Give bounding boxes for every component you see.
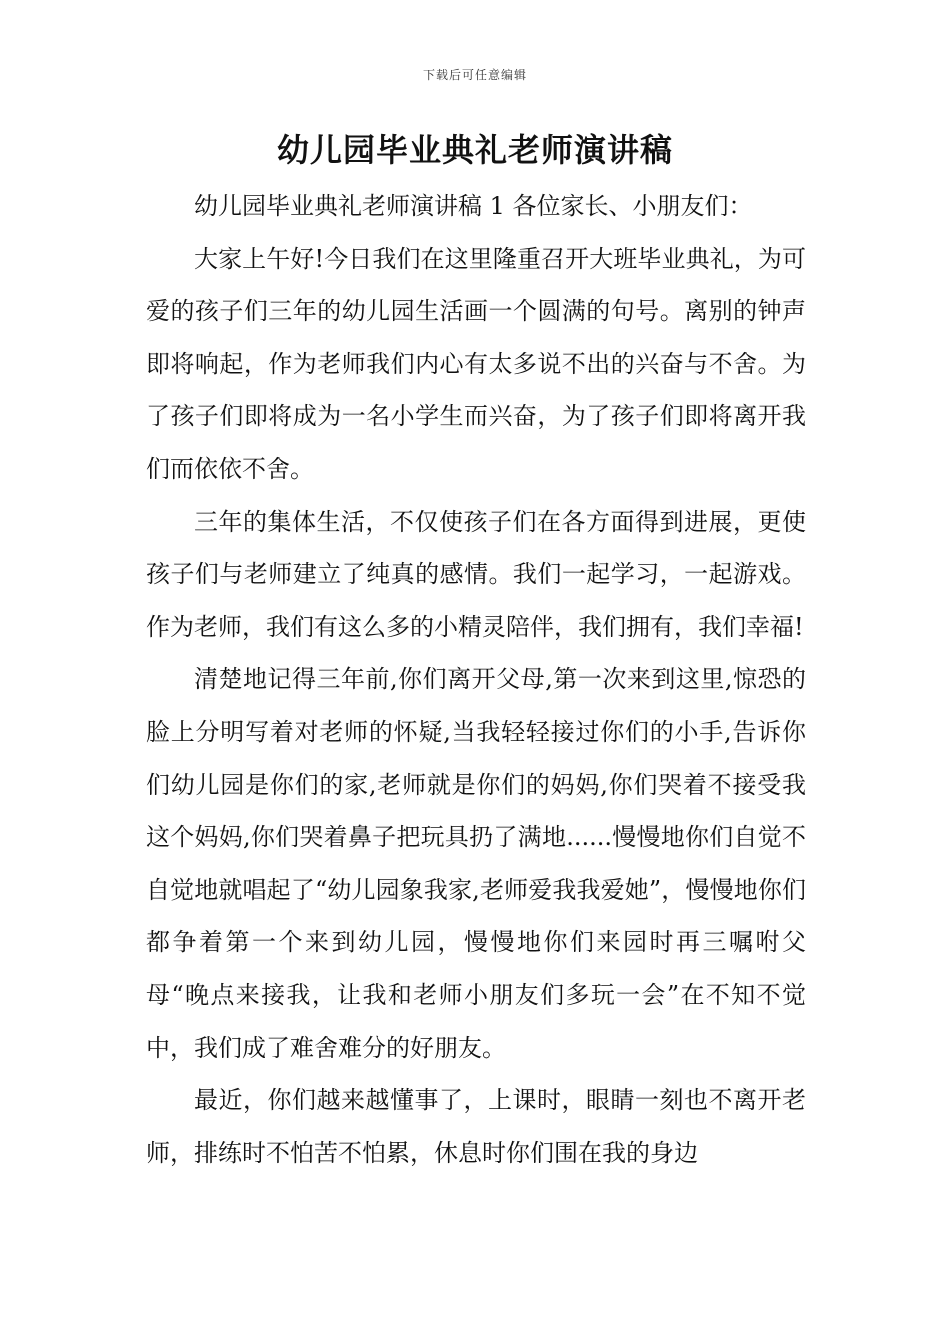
document-body [146,180,806,1179]
paragraph-2: 大家上午好!今日我们在这里隆重召开大班毕业典礼，为可爱的孩子们三年的幼儿园生活画一个圆满的句号。离别的钟声即将响起，作为老师我们内心有太多说不出的兴奋与不舍。为了孩子们即将成为一名小学生而兴奋，为了孩子们即将离开我们而依依不舍。 [146,244,806,483]
header-note: 下载后可任意编辑 [422,68,527,82]
document-title: 幼儿园毕业典礼老师演讲稿 [276,131,673,169]
paragraph-1: 幼儿园毕业典礼老师演讲稿 1 各位家长、小朋友们： [194,192,753,220]
paragraph-5: 最近，你们越来越懂事了，上课时，眼睛一刻也不离开老师，排练时不怕苦不怕累，休息时你们围在我的身边 [146,1086,806,1167]
paragraph-4: 清楚地记得三年前,你们离开父母,第一次来到这里,惊恐的脸上分明写着对老师的怀疑,当我轻轻接过你们的小手,告诉你们幼儿园是你们的家,老师就是你们的妈妈,你们哭着不接受我这个妈妈,你们哭着鼻子把玩具扔了满地......慢慢地你们自觉不自觉地就唱起了“幼儿园象我家,老师爱我我爱她”，慢慢地你们都争着第一个来到幼儿园，慢慢地你们来园时再三嘱咐父母“晚点来接我，让我和老师小朋友们多玩一会”在不知不觉中，我们成了难舍难分的好朋友。 [146,665,806,1062]
paragraph-3: 三年的集体生活，不仅使孩子们在各方面得到进展，更使孩子们与老师建立了纯真的感情。我们一起学习，一起游戏。作为老师，我们有这么多的小精灵陪伴，我们拥有，我们幸福! [146,507,806,641]
